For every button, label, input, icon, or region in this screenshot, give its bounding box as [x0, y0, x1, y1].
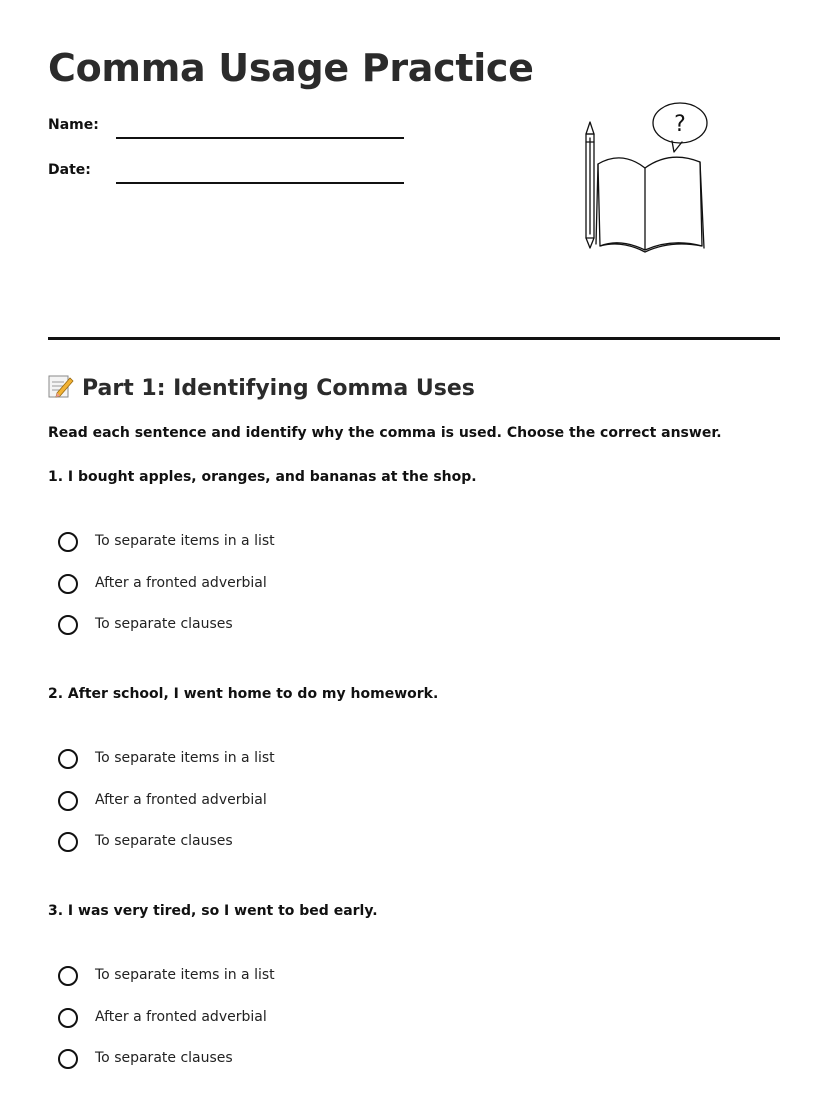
question-text: 1. I bought apples, oranges, and bananas at the shop. [48, 469, 477, 485]
radio-button[interactable] [58, 832, 78, 852]
question-speech-bubble-icon [653, 103, 707, 152]
question-text: 2. After school, I went home to do my homework. [48, 686, 439, 702]
radio-button[interactable] [58, 966, 78, 986]
radio-button[interactable] [58, 791, 78, 811]
option-label: To separate clauses [95, 1050, 233, 1066]
date-label: Date: [48, 162, 91, 178]
question-text: 3. I was very tired, so I went to bed early. [48, 903, 378, 919]
book-pencil-illustration [578, 98, 712, 254]
option-list-items[interactable] [58, 749, 458, 773]
option-separate-clauses[interactable] [58, 832, 458, 856]
section-heading [48, 374, 475, 401]
radio-button[interactable] [58, 1008, 78, 1028]
open-book-icon [596, 157, 704, 252]
pencil-icon [586, 122, 594, 248]
option-list-items[interactable] [58, 966, 458, 990]
date-line[interactable] [116, 182, 404, 184]
page-title: Comma Usage Practice [48, 46, 534, 90]
option-list-items[interactable] [58, 532, 458, 556]
option-label: After a fronted adverbial [95, 792, 267, 808]
radio-button[interactable] [58, 574, 78, 594]
radio-button[interactable] [58, 615, 78, 635]
name-label: Name: [48, 117, 99, 133]
option-label: To separate clauses [95, 616, 233, 632]
option-separate-clauses[interactable] [58, 1049, 458, 1073]
radio-button[interactable] [58, 532, 78, 552]
option-label: To separate items in a list [95, 750, 275, 766]
radio-button[interactable] [58, 1049, 78, 1069]
name-line[interactable] [116, 137, 404, 139]
option-label: After a fronted adverbial [95, 1009, 267, 1025]
option-separate-clauses[interactable] [58, 615, 458, 639]
option-fronted-adverbial[interactable] [58, 1008, 458, 1032]
memo-icon [48, 374, 74, 398]
svg-text:?: ? [674, 112, 686, 137]
option-fronted-adverbial[interactable] [58, 574, 458, 598]
instructions: Read each sentence and identify why the comma is used. Choose the correct answer. [48, 425, 722, 441]
option-label: To separate clauses [95, 833, 233, 849]
option-label: To separate items in a list [95, 967, 275, 983]
section-title-text: Part 1: Identifying Comma Uses [82, 376, 475, 401]
option-label: To separate items in a list [95, 533, 275, 549]
option-fronted-adverbial[interactable] [58, 791, 458, 815]
section-divider [48, 337, 780, 340]
option-label: After a fronted adverbial [95, 575, 267, 591]
radio-button[interactable] [58, 749, 78, 769]
